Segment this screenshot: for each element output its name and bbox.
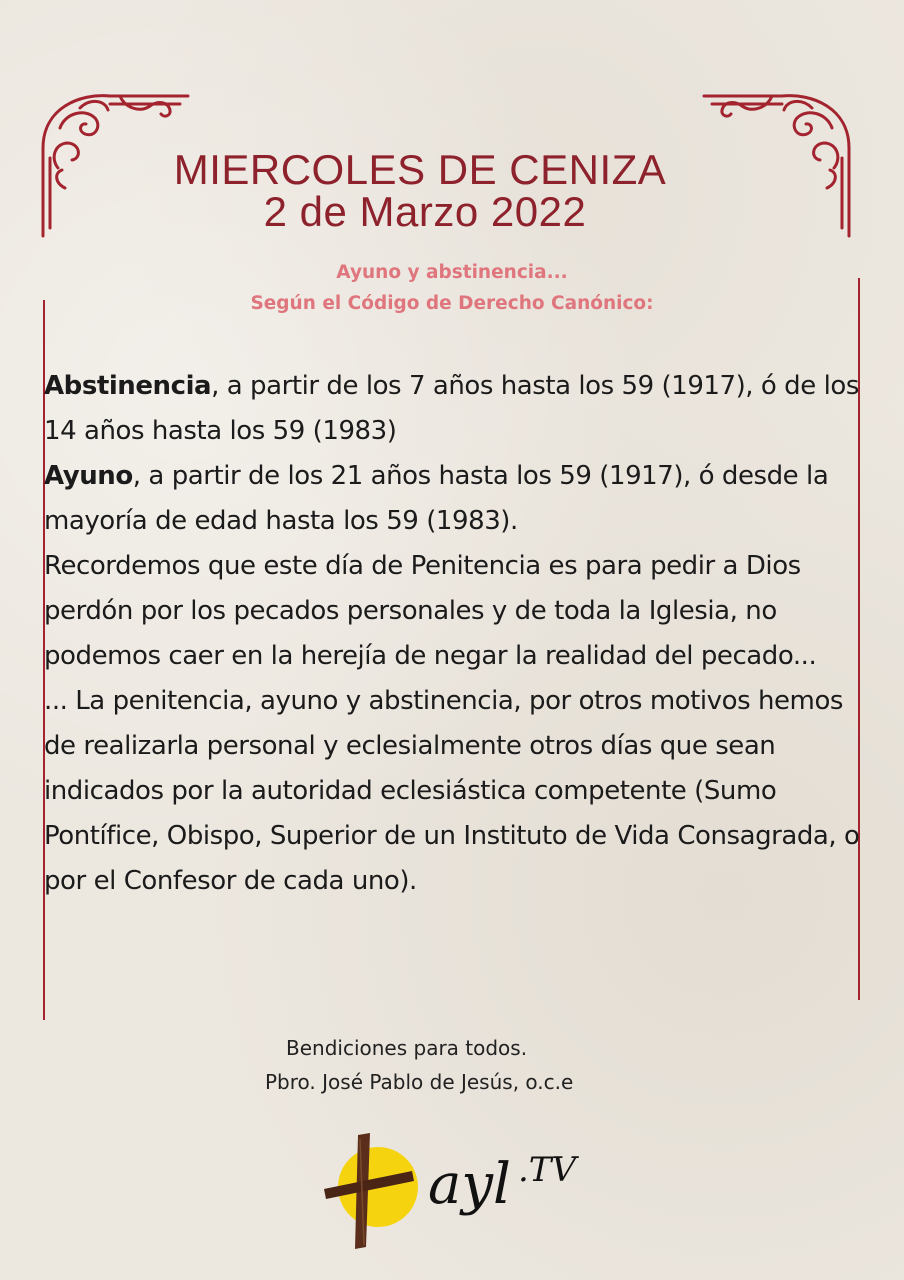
paragraph-otros-dias: ... La penitencia, ayuno y abstinencia, por otros motivos hemos de realizarla personal y eclesialmente otros días que sean indicados por la autoridad eclesiástica competente (Sumo Pontífice, Obispo, Superior de un Instituto de Vida Consagrada, o por el Confesor de cada uno). [44,686,860,896]
paragraph-ayuno [44,454,864,544]
subtitle-line-2: Según el Código de Derecho Canónico: [250,293,654,314]
body-text [44,364,864,904]
paragraph-penitencia: Recordemos que este día de Penitencia es para pedir a Dios perdón por los pecados personales y de toda la Iglesia, no podemos caer en la herejía de negar la realidad del pecado... [44,551,817,671]
abstinencia-text: , a partir de los 7 años hasta los 59 (1917), ó de los 14 años hasta los 59 (1983) [44,371,859,446]
logo-text: ayl [428,1152,511,1217]
term-ayuno: Ayuno [44,461,133,491]
ayuno-text: , a partir de los 21 años hasta los 59 (1917), ó desde la mayoría de edad hasta los 59 (1983). [44,461,829,536]
term-abstinencia: Abstinencia [44,371,212,401]
paragraph-abstinencia [44,364,864,454]
blessing-text: Bendiciones para todos. [286,1036,528,1060]
page-title: MIERCOLES DE CENIZA [173,146,667,193]
page-date: 2 de Marzo 2022 [263,188,587,235]
logo-suffix: .TV [518,1150,577,1190]
ayl-tv-logo [320,1125,590,1255]
subtitle-line-1: Ayuno y abstinencia... [336,262,568,283]
signature-text: Pbro. José Pablo de Jesús, o.c.e [265,1070,574,1094]
